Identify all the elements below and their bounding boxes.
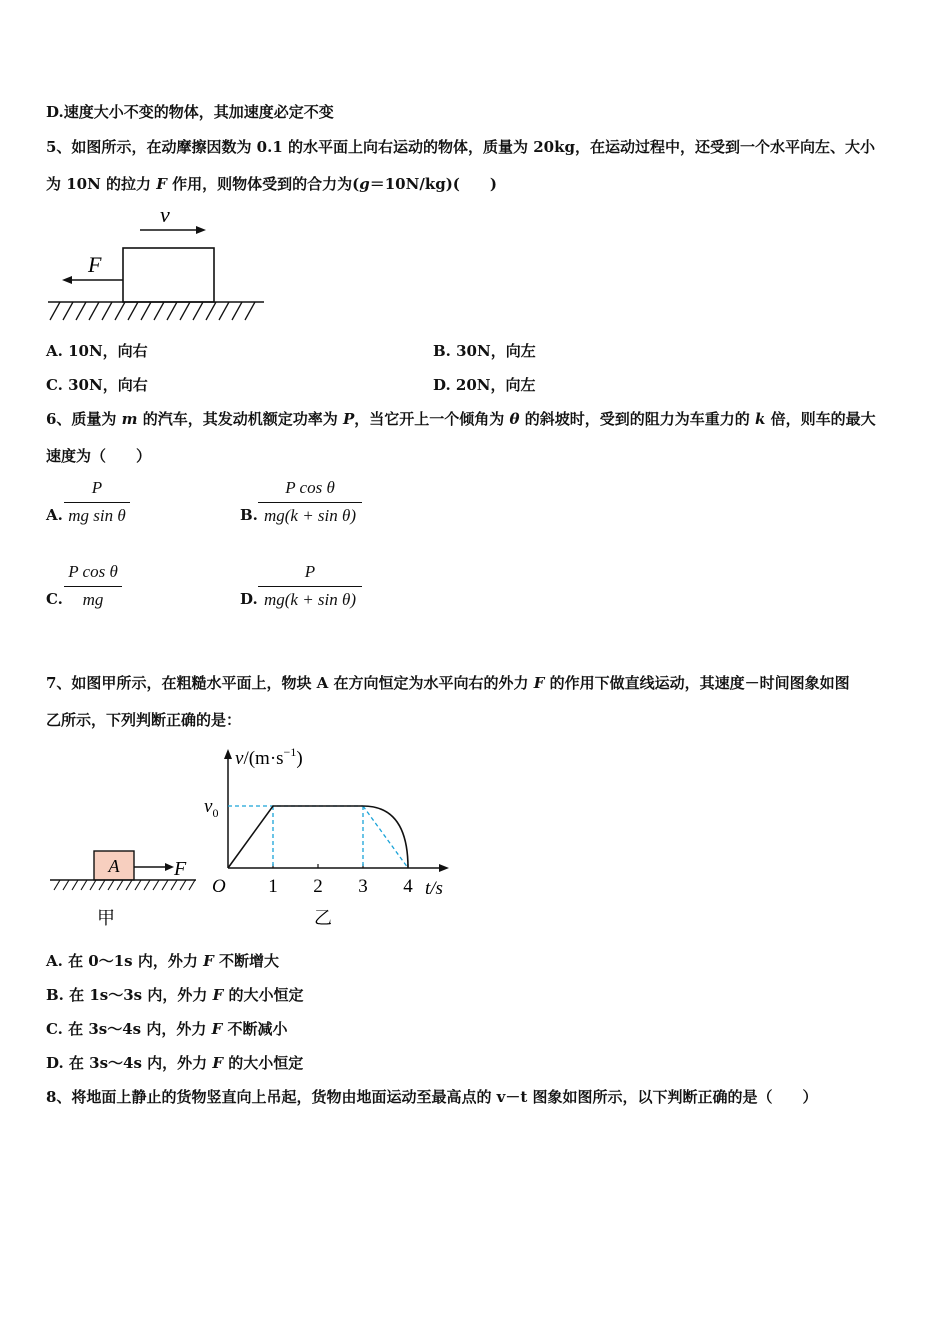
- q7-ground-hatch: [54, 880, 195, 890]
- q6-option-a-numerator: P: [91, 478, 103, 497]
- q4-option-d: D.速度大小不变的物体，其加速度必定不变: [46, 103, 334, 121]
- q7-force-label: F: [174, 858, 187, 880]
- x-tick-label: 1: [268, 876, 278, 897]
- q6-option-c-fraction[interactable]: [64, 562, 122, 616]
- q5-ground-hatch: [50, 302, 255, 320]
- q5-block: [123, 248, 214, 302]
- velocity-curve: [228, 806, 408, 868]
- q7-option-b[interactable]: B. 在 1s～3s 内，外力 F 的大小恒定: [46, 986, 304, 1004]
- q7-option-c[interactable]: C. 在 3s～4s 内，外力 F 不断减小: [46, 1020, 288, 1038]
- q6-option-b-letter[interactable]: B.: [240, 506, 258, 524]
- reference-lines: [228, 806, 408, 868]
- q6-option-d-letter[interactable]: D.: [240, 590, 258, 608]
- q5-option-a[interactable]: A. 10N，向右: [46, 342, 148, 360]
- q7-option-a[interactable]: A. 在 0～1s 内，外力 F 不断增大: [46, 952, 279, 970]
- origin-label: O: [212, 876, 226, 897]
- q7-stem-line1: 7、如图甲所示，在粗糙水平面上，物块 A 在方向恒定为水平向右的外力 F 的作用下做直线运动，其速度－时间图象如图: [46, 674, 850, 692]
- q6-stem-line2: 速度为（ ）: [46, 447, 152, 465]
- q6-option-d-denominator: mg(k + sin θ): [263, 590, 357, 609]
- q6-option-a-denominator: mg sin θ: [68, 506, 126, 525]
- q8-stem-line1: 8、将地面上静止的货物竖直向上吊起，货物由地面运动至最高点的 v－t 图象如图所示，以下判断正确的是（ ）: [46, 1088, 818, 1106]
- q7-vt-chart: [195, 738, 465, 933]
- q6-option-b-denominator: mg(k + sin θ): [263, 506, 357, 525]
- x-ticks: [268, 864, 413, 897]
- q6-option-b-numerator: P cos θ: [285, 478, 335, 497]
- q7-figure-jia: [46, 840, 206, 935]
- q5-velocity-label: v: [160, 202, 170, 227]
- v0-label: $v_0$: [204, 796, 219, 820]
- q6-option-c-letter[interactable]: C.: [46, 590, 63, 608]
- x-tick-label: 3: [358, 876, 368, 897]
- x-tick-label: 2: [313, 876, 323, 897]
- q7-stem-line2: 乙所示，下列判断正确的是：: [46, 711, 242, 729]
- q6-option-b-fraction[interactable]: [258, 478, 362, 532]
- q6-option-a-fraction[interactable]: [64, 478, 130, 532]
- q6-stem-line1: 6、质量为 m 的汽车，其发动机额定功率为 P，当它开上一个倾角为 θ 的斜坡时，受到的阻力为车重力的 k 倍，则车的最大: [46, 410, 876, 428]
- q5-force-label: F: [88, 252, 102, 277]
- q6-option-c-denominator: mg: [82, 590, 104, 609]
- q5-figure: [40, 200, 280, 330]
- q7-caption-yi: 乙: [314, 908, 332, 928]
- q6-option-a-letter[interactable]: A.: [46, 506, 63, 524]
- y-axis-label: $v/(m\cdot s^{-1})$: [235, 745, 303, 769]
- q5-option-d[interactable]: D. 20N，向左: [433, 376, 536, 394]
- q5-option-c[interactable]: C. 30N，向右: [46, 376, 148, 394]
- q6-option-c-numerator: P cos θ: [68, 562, 118, 581]
- q5-stem-line1: 5、如图所示，在动摩擦因数为 0.1 的水平面上向右运动的物体，质量为 20kg，在运动过程中，还受到一个水平向左、大小: [46, 138, 875, 156]
- q7-block-label: A: [108, 856, 120, 876]
- q6-option-d-fraction[interactable]: [258, 562, 362, 616]
- q6-option-d-numerator: P: [304, 562, 316, 581]
- x-axis-label: t/s: [425, 878, 443, 899]
- x-tick-label: 4: [403, 876, 413, 897]
- q5-option-b[interactable]: B. 30N，向左: [433, 342, 536, 360]
- q5-stem-line2: 为 10N 的拉力 F 作用，则物体受到的合力为(g＝10N/kg)( ): [46, 175, 497, 193]
- decel-chord-dashed-line: [363, 806, 408, 868]
- q7-caption-jia: 甲: [97, 908, 115, 928]
- q7-option-d[interactable]: D. 在 3s～4s 内，外力 F 的大小恒定: [46, 1054, 304, 1072]
